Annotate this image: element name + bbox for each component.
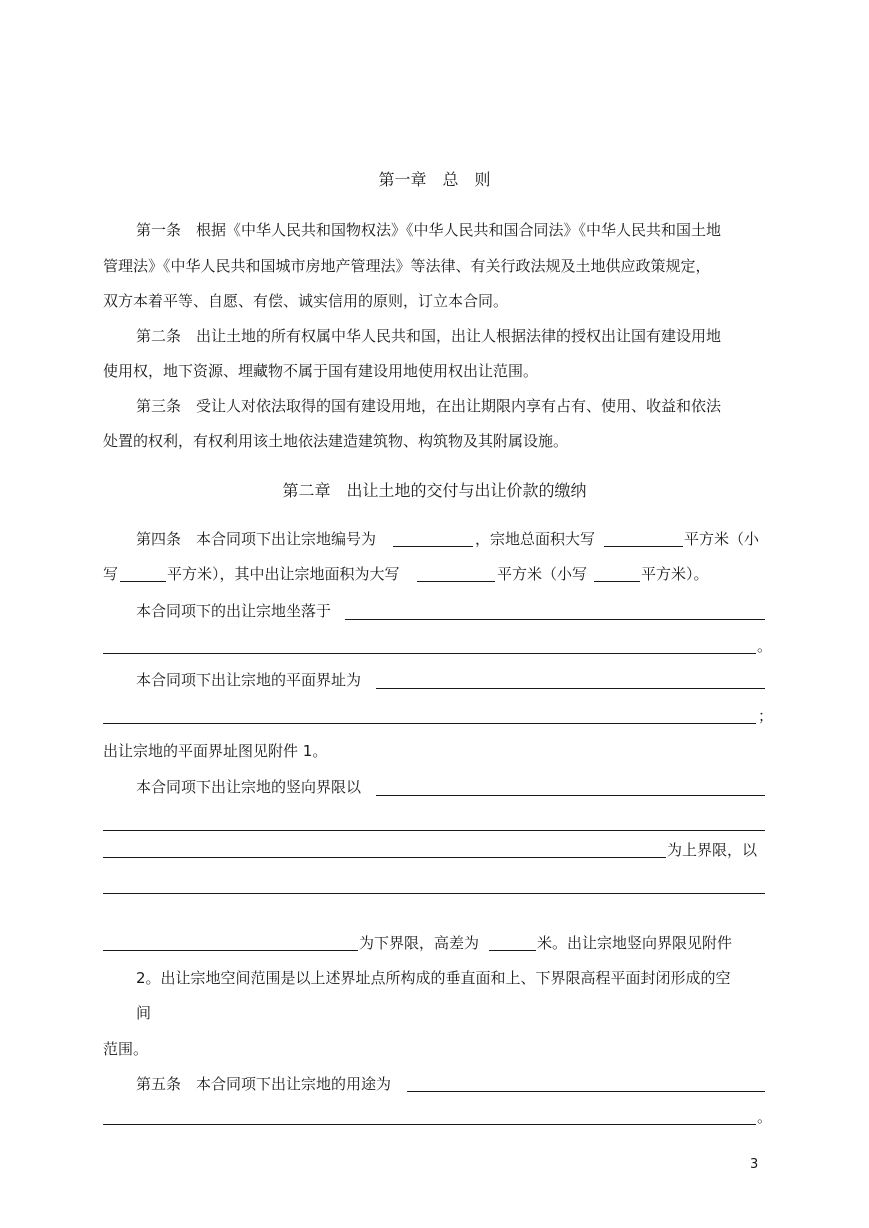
chapter-2-title: 第二章 出让土地的交付与出让价款的缴纳 bbox=[282, 481, 587, 500]
height-difference-blank[interactable] bbox=[489, 950, 536, 951]
article-3-line-2: 处置的权利，有权利用该土地依法建造建筑物、构筑物及其附属设施。 bbox=[103, 432, 569, 450]
article-4-text-b: ，宗地总面积大写 bbox=[475, 530, 596, 548]
parcel-number-blank[interactable] bbox=[393, 546, 473, 547]
space-range-line-2: 间 bbox=[136, 1004, 152, 1022]
upper-limit-text: 为上界限，以 bbox=[667, 841, 758, 859]
chapter-1-title: 第一章 总 则 bbox=[378, 170, 491, 189]
vertical-blank-2[interactable] bbox=[103, 830, 765, 831]
article-1-line-3: 双方本着平等、自愿、有偿、诚实信用的原则，订立本合同。 bbox=[103, 292, 509, 310]
vertical-blank-1[interactable] bbox=[376, 795, 765, 796]
article-2-line-2: 使用权，地下资源、埋藏物不属于国有建设用地使用权出让范围。 bbox=[103, 362, 539, 380]
parcel-area-uppercase-blank[interactable] bbox=[417, 581, 495, 582]
lower-limit-blank-2[interactable] bbox=[103, 950, 358, 951]
page-number: 3 bbox=[750, 1157, 759, 1172]
article-1-line-1: 第一条 根据《中华人民共和国物权法》《中华人民共和国合同法》《中华人民共和国土地 bbox=[136, 221, 722, 239]
parcel-area-numeric-blank[interactable] bbox=[594, 581, 640, 582]
space-range-line-3: 范围。 bbox=[103, 1040, 149, 1058]
article-4-text-c: 平方米（小 bbox=[684, 530, 760, 548]
location-blank-2[interactable] bbox=[103, 653, 756, 654]
location-end: 。 bbox=[757, 637, 773, 655]
location-blank-1[interactable] bbox=[345, 619, 765, 620]
article-3-line-1: 第三条 受让人对依法取得的国有建设用地，在出让期限内享有占有、使用、收益和依法 bbox=[136, 397, 722, 415]
boundary-blank-1[interactable] bbox=[376, 688, 765, 689]
lower-limit-blank-1[interactable] bbox=[103, 893, 765, 894]
boundary-blank-2[interactable] bbox=[103, 723, 756, 724]
article-5-end: 。 bbox=[757, 1108, 773, 1126]
land-use-blank-2[interactable] bbox=[103, 1124, 756, 1125]
article-1-line-2: 管理法》《中华人民共和国城市房地产管理法》等法律、有关行政法规及土地供应政策规定， bbox=[103, 257, 711, 275]
total-area-numeric-blank[interactable] bbox=[120, 581, 166, 582]
article-4-text-d: 写 bbox=[103, 565, 119, 583]
lower-limit-text: 为下界限，高差为 bbox=[359, 934, 480, 952]
article-4-text-a: 第四条 本合同项下出让宗地编号为 bbox=[136, 530, 377, 548]
article-2-line-1: 第二条 出让土地的所有权属中华人民共和国，出让人根据法律的授权出让国有建设用地 bbox=[136, 327, 722, 345]
article-4-text-f: 平方米（小写 bbox=[497, 565, 588, 583]
vertical-label: 本合同项下出让宗地的竖向界限以 bbox=[136, 778, 362, 796]
article-5-label: 第五条 本合同项下出让宗地的用途为 bbox=[136, 1075, 392, 1093]
total-area-uppercase-blank[interactable] bbox=[604, 546, 683, 547]
article-4-text-e: 平方米），其中出让宗地面积为大写 bbox=[167, 565, 400, 583]
boundary-note: 出让宗地的平面界址图见附件 1。 bbox=[103, 742, 328, 760]
upper-limit-blank[interactable] bbox=[103, 857, 666, 858]
land-use-blank-1[interactable] bbox=[407, 1091, 765, 1092]
article-4-text-g: 平方米）。 bbox=[641, 565, 709, 583]
space-range-line-1: 2。出让宗地空间范围是以上述界址点所构成的垂直面和上、下界限高程平面封闭形成的空 bbox=[136, 969, 731, 987]
boundary-label: 本合同项下出让宗地的平面界址为 bbox=[136, 671, 362, 689]
vertical-annex-text: 米。出让宗地竖向界限见附件 bbox=[537, 934, 733, 952]
location-label: 本合同项下的出让宗地坐落于 bbox=[136, 602, 332, 620]
boundary-end: ； bbox=[758, 707, 774, 725]
